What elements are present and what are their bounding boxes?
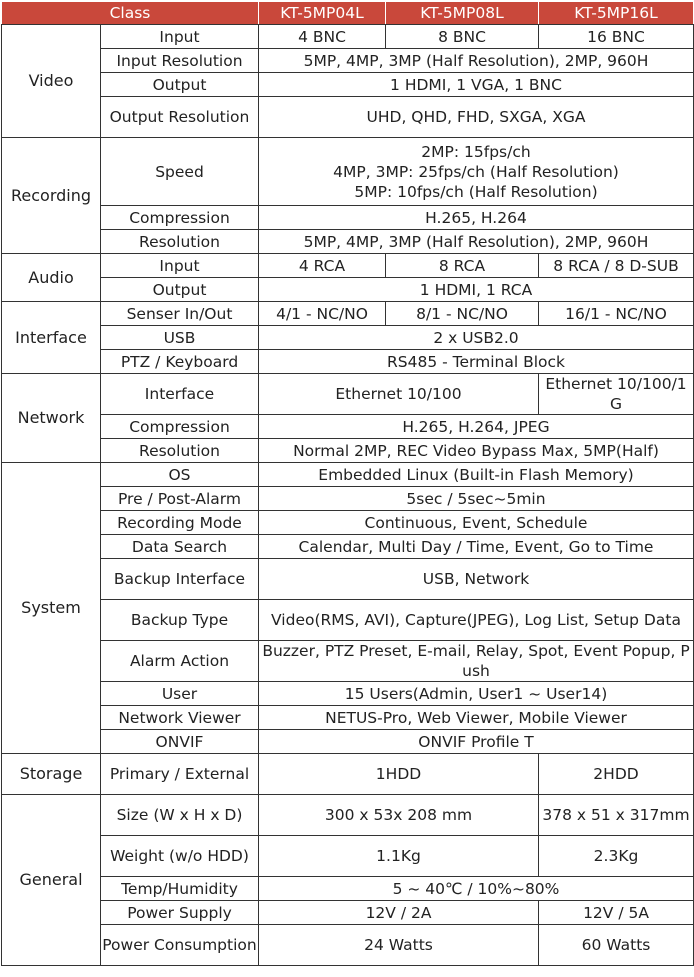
row-label: Temp/Humidity xyxy=(101,877,259,901)
category-interface: Interface xyxy=(2,302,101,374)
value-cell: 4 RCA xyxy=(259,254,386,278)
category-audio: Audio xyxy=(2,254,101,302)
value-cell: 4/1 - NC/NO xyxy=(259,302,386,326)
row-label: Resolution xyxy=(101,230,259,254)
row-label: Data Search xyxy=(101,535,259,559)
row-label: Compression xyxy=(101,415,259,439)
table-row xyxy=(2,600,694,641)
table-row xyxy=(2,559,694,600)
category-system: System xyxy=(2,463,101,754)
header-model-8ch: KT-5MP08L xyxy=(386,2,539,25)
value-cell: 5MP, 4MP, 3MP (Half Resolution), 2MP, 960H xyxy=(259,49,694,73)
table-row xyxy=(2,535,694,559)
value-cell: 1HDD xyxy=(259,754,539,795)
header-class: Class xyxy=(2,2,259,25)
row-label: Backup Type xyxy=(101,600,259,641)
row-label: ONVIF xyxy=(101,730,259,754)
value-cell: USB, Network xyxy=(259,559,694,600)
row-label: Primary / External xyxy=(101,754,259,795)
table-row xyxy=(2,925,694,966)
table-row xyxy=(2,836,694,877)
table-row xyxy=(2,439,694,463)
table-row xyxy=(2,877,694,901)
header-row xyxy=(2,2,694,25)
table-row xyxy=(2,511,694,535)
table-row xyxy=(2,278,694,302)
header-model-4ch: KT-5MP04L xyxy=(259,2,386,25)
row-label: Input xyxy=(101,254,259,278)
row-label: Output xyxy=(101,73,259,97)
value-cell: H.265, H.264, JPEG xyxy=(259,415,694,439)
table-row xyxy=(2,206,694,230)
row-label: Interface xyxy=(101,374,259,415)
table-row xyxy=(2,415,694,439)
value-cell: RS485 - Terminal Block xyxy=(259,350,694,374)
value-cell: 12V / 2A xyxy=(259,901,539,925)
table-row xyxy=(2,138,694,206)
value-cell: 12V / 5A xyxy=(539,901,694,925)
value-cell: Embedded Linux (Built-in Flash Memory) xyxy=(259,463,694,487)
table-row xyxy=(2,230,694,254)
table-row xyxy=(2,97,694,138)
spec-table xyxy=(1,1,694,966)
header-model-16ch: KT-5MP16L xyxy=(539,2,694,25)
value-cell: 2.3Kg xyxy=(539,836,694,877)
value-cell: H.265, H.264 xyxy=(259,206,694,230)
value-cell: Video(RMS, AVI), Capture(JPEG), Log List, Setup Data xyxy=(259,600,694,641)
value-cell: 8 BNC xyxy=(386,25,539,49)
row-label: Power Supply xyxy=(101,901,259,925)
value-cell: 15 Users(Admin, User1 ~ User14) xyxy=(259,682,694,706)
row-label: Pre / Post-Alarm xyxy=(101,487,259,511)
value-cell: UHD, QHD, FHD, SXGA, XGA xyxy=(259,97,694,138)
table-row xyxy=(2,706,694,730)
value-cell: 24 Watts xyxy=(259,925,539,966)
row-label: Speed xyxy=(101,138,259,206)
value-cell: 1 HDMI, 1 RCA xyxy=(259,278,694,302)
table-row xyxy=(2,350,694,374)
table-row xyxy=(2,254,694,278)
category-recording: Recording xyxy=(2,138,101,254)
value-cell: ONVIF Profile T xyxy=(259,730,694,754)
value-cell: 300 x 53x 208 mm xyxy=(259,795,539,836)
value-cell: 16 BNC xyxy=(539,25,694,49)
table-row xyxy=(2,326,694,350)
row-label: USB xyxy=(101,326,259,350)
table-row xyxy=(2,901,694,925)
table-row xyxy=(2,487,694,511)
table-row xyxy=(2,25,694,49)
row-label: User xyxy=(101,682,259,706)
row-label: Output xyxy=(101,278,259,302)
value-cell: Continuous, Event, Schedule xyxy=(259,511,694,535)
value-cell: 2HDD xyxy=(539,754,694,795)
value-cell: Normal 2MP, REC Video Bypass Max, 5MP(Half) xyxy=(259,439,694,463)
value-cell: 16/1 - NC/NO xyxy=(539,302,694,326)
row-label: PTZ / Keyboard xyxy=(101,350,259,374)
value-cell: 2 x USB2.0 xyxy=(259,326,694,350)
row-label: Senser In/Out xyxy=(101,302,259,326)
row-label: Input Resolution xyxy=(101,49,259,73)
table-row xyxy=(2,730,694,754)
table-row xyxy=(2,641,694,682)
row-label: Size (W x H x D) xyxy=(101,795,259,836)
value-cell: Buzzer, PTZ Preset, E-mail, Relay, Spot, Event Popup, Push xyxy=(259,641,694,682)
value-cell: 8 RCA xyxy=(386,254,539,278)
value-cell: 60 Watts xyxy=(539,925,694,966)
table-row xyxy=(2,374,694,415)
row-label: Weight (w/o HDD) xyxy=(101,836,259,877)
category-general: General xyxy=(2,795,101,966)
row-label: Power Consumption xyxy=(101,925,259,966)
value-cell: Ethernet 10/100/1G xyxy=(539,374,694,415)
row-label: OS xyxy=(101,463,259,487)
category-network: Network xyxy=(2,374,101,463)
row-label: Network Viewer xyxy=(101,706,259,730)
table-row xyxy=(2,49,694,73)
table-row xyxy=(2,754,694,795)
value-cell: 378 x 51 x 317mm xyxy=(539,795,694,836)
table-row xyxy=(2,682,694,706)
value-cell: 1.1Kg xyxy=(259,836,539,877)
value-cell: 8/1 - NC/NO xyxy=(386,302,539,326)
row-label: Compression xyxy=(101,206,259,230)
value-cell: 5MP, 4MP, 3MP (Half Resolution), 2MP, 960H xyxy=(259,230,694,254)
row-label: Input xyxy=(101,25,259,49)
value-cell: 1 HDMI, 1 VGA, 1 BNC xyxy=(259,73,694,97)
row-label: Output Resolution xyxy=(101,97,259,138)
value-cell: 5sec / 5sec~5min xyxy=(259,487,694,511)
category-storage: Storage xyxy=(2,754,101,795)
value-cell: Ethernet 10/100 xyxy=(259,374,539,415)
row-label: Alarm Action xyxy=(101,641,259,682)
row-label: Backup Interface xyxy=(101,559,259,600)
table-row xyxy=(2,73,694,97)
row-label: Recording Mode xyxy=(101,511,259,535)
value-cell: Calendar, Multi Day / Time, Event, Go to Time xyxy=(259,535,694,559)
value-cell: 5 ~ 40℃ / 10%~80% xyxy=(259,877,694,901)
row-label: Resolution xyxy=(101,439,259,463)
category-video: Video xyxy=(2,25,101,138)
value-cell: 8 RCA / 8 D-SUB xyxy=(539,254,694,278)
value-cell: NETUS-Pro, Web Viewer, Mobile Viewer xyxy=(259,706,694,730)
table-row xyxy=(2,795,694,836)
value-cell: 4 BNC xyxy=(259,25,386,49)
table-row xyxy=(2,302,694,326)
table-row xyxy=(2,463,694,487)
value-cell: 2MP: 15fps/ch 4MP, 3MP: 25fps/ch (Half Resolution) 5MP: 10fps/ch (Half Resolution) xyxy=(259,138,694,206)
